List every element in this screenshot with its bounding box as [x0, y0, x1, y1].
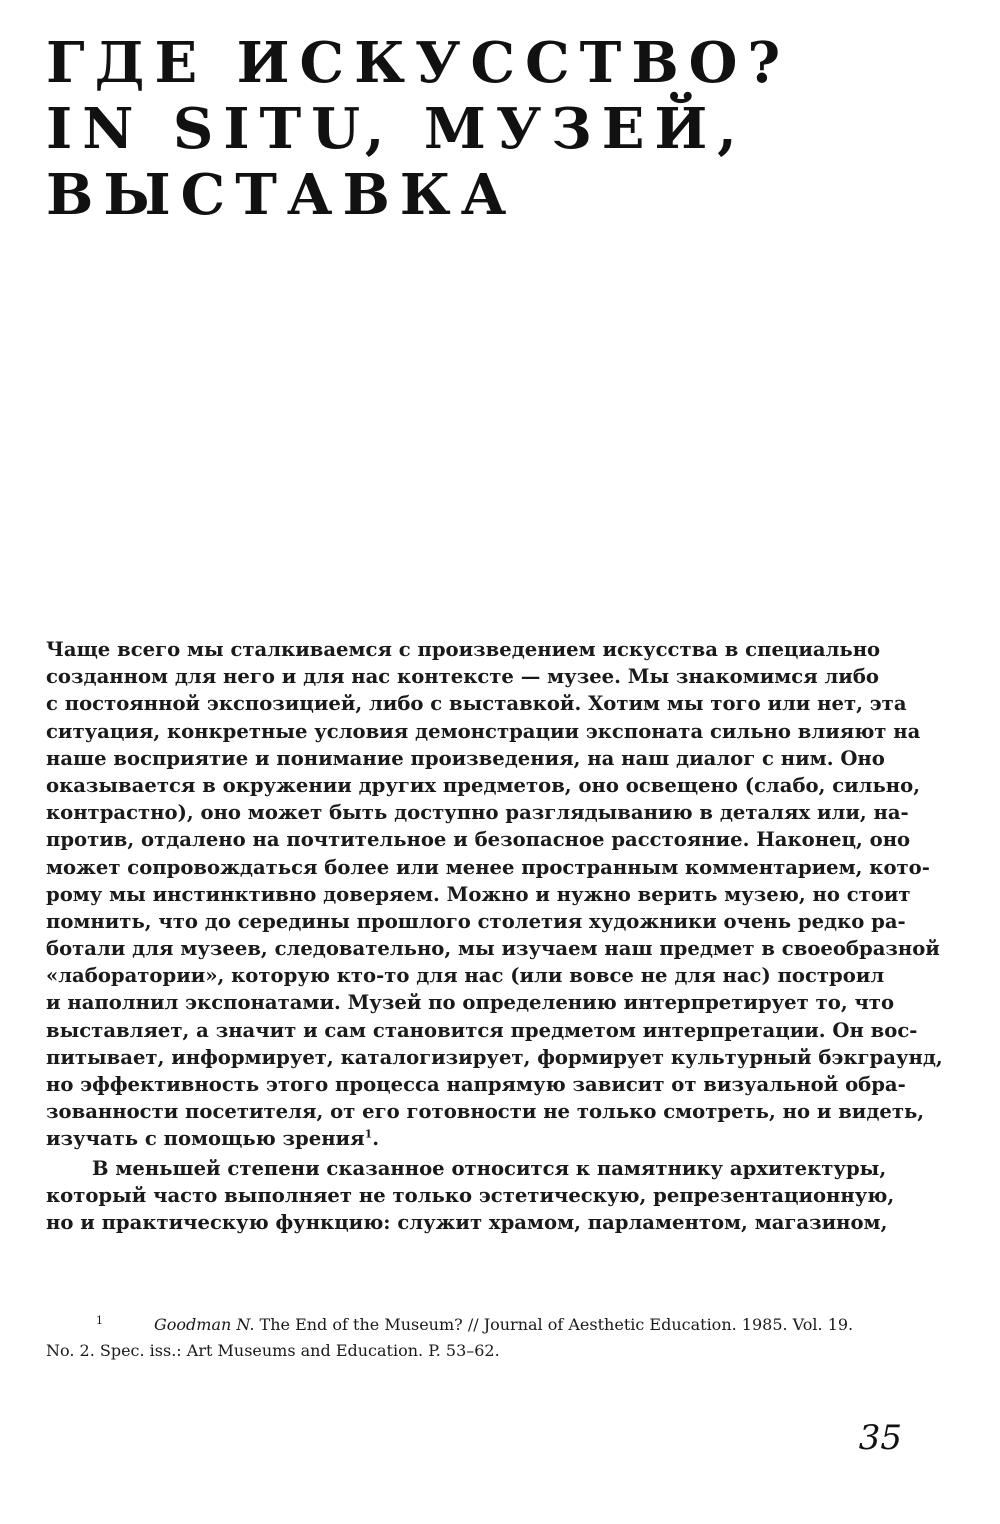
footnote-line: No. 2. Spec. iss.: Art Museums and Education. P. 53–62.	[46, 1341, 500, 1360]
text-line: против, отдалено на почтительное и безопасное расстояние. Наконец, оно	[46, 828, 911, 852]
text-fragment: изучать с помощью зрения	[46, 1127, 365, 1151]
text-line: ситуация, конкретные условия демонстрации экспоната сильно влияют на	[46, 719, 921, 743]
text-line: питывает, информирует, каталогизирует, формирует культурный бэкграунд,	[46, 1045, 943, 1069]
text-line: зованности посетителя, от его готовности не только смотреть, но и видеть,	[46, 1100, 925, 1124]
chapter-title-line: ГДЕ ИСКУССТВО?	[46, 30, 791, 96]
body-text	[46, 636, 943, 1236]
text-line: который часто выполняет не только эстетическую, репрезентационную,	[46, 1183, 895, 1207]
paragraph-1	[46, 636, 943, 1153]
footnote-author: Goodman N.	[154, 1315, 255, 1334]
text-line: наше восприятие и понимание произведения, на наш диалог с ним. Оно	[46, 746, 885, 770]
text-line: с постоянной экспозицией, либо с выставкой. Хотим мы того или нет, эта	[46, 692, 907, 716]
text-line: выставляет, а значит и сам становится предметом интерпретации. Он вос-	[46, 1018, 918, 1042]
paragraph-2	[46, 1155, 906, 1237]
text-line: может сопровождаться более или менее пространным комментарием, кото-	[46, 855, 930, 879]
text-line: Чаще всего мы сталкиваемся с произведением искусства в специально	[46, 638, 881, 661]
footnote-citation: The End of the Museum? // Journal of Aesthetic Education. 1985. Vol. 19.	[254, 1315, 854, 1334]
chapter-title-line: ВЫСТАВКА	[46, 162, 517, 228]
text-line: созданном для него и для нас контексте — музее. Мы знакомимся либо	[46, 665, 879, 689]
text-line: рому мы инстинктивно доверяем. Можно и нужно верить музею, но стоит	[46, 882, 911, 906]
text-fragment: .	[372, 1127, 380, 1151]
text-line: В меньшей степени сказанное относится к памятнику архитектуры,	[92, 1156, 887, 1180]
text-line: но эффективность этого процесса напрямую зависит от визуальной обра-	[46, 1073, 906, 1096]
chapter-title-line: IN SITU, МУЗЕЙ,	[46, 96, 747, 162]
text-line-last	[46, 1125, 906, 1152]
text-line: контрастно), оно может быть доступно разглядыванию в деталях или, на-	[46, 801, 909, 825]
text-line: помнить, что до середины прошлого столетия художники очень редко ра-	[46, 909, 906, 933]
footnote-line: 1 Goodman N. The End of the Museum? // Journal of Aesthetic Education. 1985. Vol. 19.	[96, 1313, 854, 1334]
text-line: «лаборатории», которую кто-то для нас (или вовсе не для нас) построил	[46, 964, 885, 988]
chapter-title	[46, 30, 946, 228]
text-line: оказывается в окружении других предметов, оно освещено (слабо, сильно,	[46, 773, 921, 797]
text-line: ботали для музеев, следовательно, мы изучаем наш предмет в своеобразной	[46, 937, 940, 961]
footnote	[46, 1312, 906, 1364]
footnote-reference[interactable]: 1	[364, 1127, 373, 1141]
page-number: 35	[858, 1418, 902, 1458]
text-line: но и практическую функцию: служит храмом, парламентом, магазином,	[46, 1210, 888, 1234]
text-line: и наполнил экспонатами. Музей по определению интерпретирует то, что	[46, 991, 895, 1015]
